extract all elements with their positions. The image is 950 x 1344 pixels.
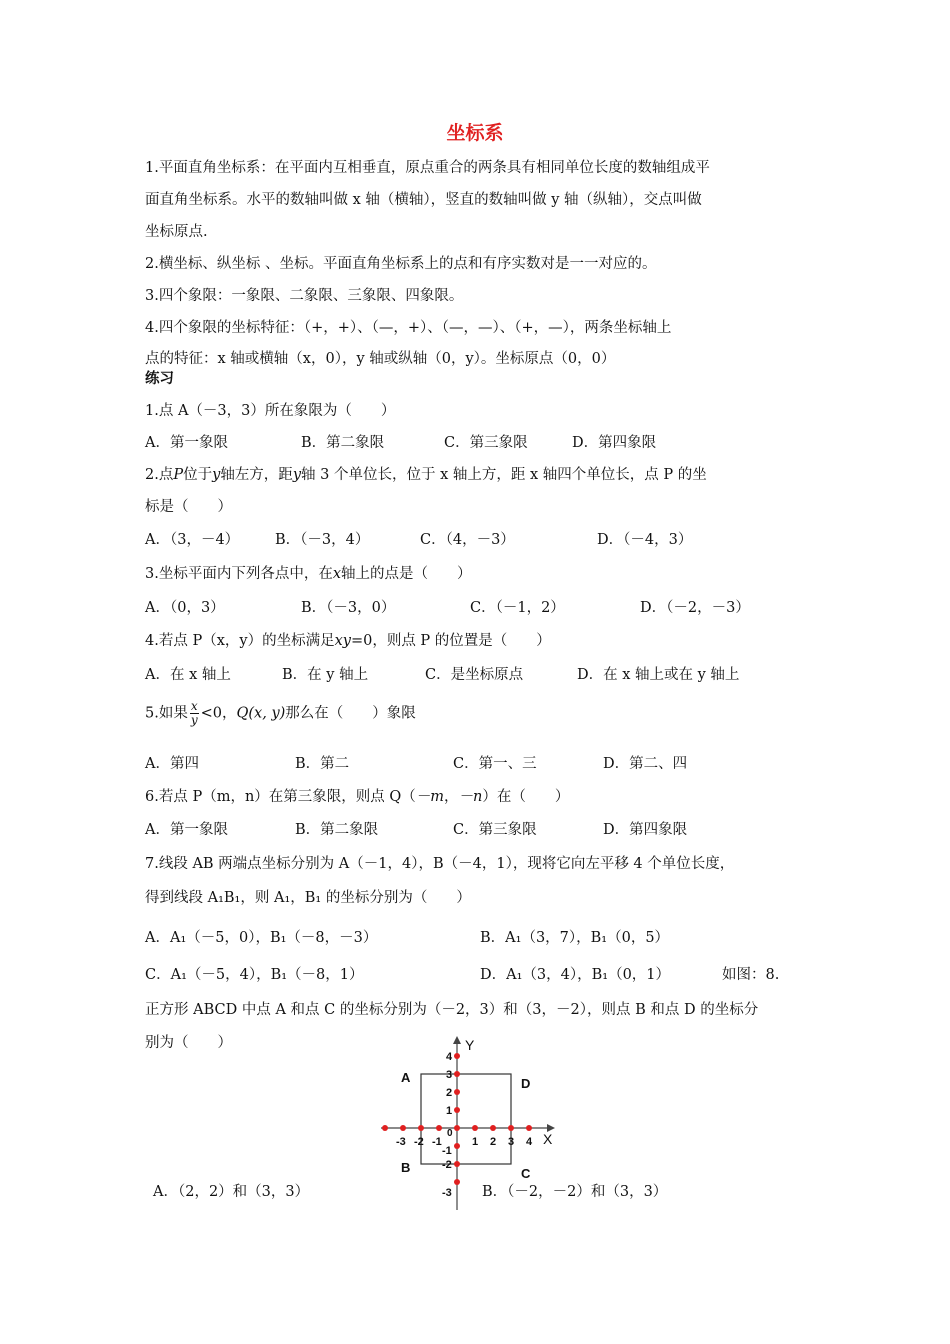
y-axis-dot	[454, 1053, 460, 1059]
x-axis-dot	[508, 1125, 514, 1131]
q2-stem-line1	[145, 463, 707, 484]
q3-var-x: x	[332, 566, 342, 582]
y-axis-arrow	[453, 1036, 461, 1044]
y-tick-label: -3	[442, 1187, 452, 1199]
q3-stem	[145, 562, 472, 583]
q4-stem-b: =0，则点 P 的位置是（ ）	[350, 633, 551, 649]
vertex-c-label: C	[521, 1166, 531, 1181]
q5-stem-a: 5.如果	[145, 705, 188, 722]
y-tick-label: 2	[446, 1087, 453, 1099]
q5-option-c: C．第一、三	[453, 756, 537, 772]
y-tick-label: 4	[446, 1051, 453, 1063]
q5-fraction-numerator: x	[190, 699, 198, 713]
q4-stem-a: 4.若点 P（x，y）的坐标满足	[145, 633, 335, 649]
x-tick-label: -2	[414, 1136, 424, 1148]
q6-option-a: A．第一象限	[145, 822, 228, 838]
x-axis-name: X	[543, 1131, 553, 1147]
q1-option-d: D．第四象限	[572, 435, 657, 451]
q1-stem: 1.点 A（－3，3）所在象限为（ ）	[145, 403, 396, 419]
q6-option-b: B．第二象限	[295, 822, 379, 838]
q6-stem	[145, 785, 569, 806]
q6-stem-a: 6.若点 P（m，n）在第三象限，则点 Q（	[145, 789, 416, 805]
practice-heading: 练习	[145, 370, 174, 387]
y-axis-dot	[454, 1107, 460, 1113]
y-axis-dot	[454, 1089, 460, 1095]
q2-var-p: P	[173, 467, 184, 483]
q2-option-a: A．（3，－4）	[145, 532, 240, 548]
square-abcd	[421, 1074, 511, 1164]
intro-p2: 2.横坐标、纵坐标 、坐标。平面直角坐标系上的点和有序实数对是一一对应的。	[145, 256, 657, 272]
q2-stem-c: 轴左方，距	[220, 467, 293, 483]
q4-option-b: B．在 y 轴上	[282, 667, 369, 683]
vertex-b-label: B	[401, 1160, 411, 1175]
q2-stem-d: 轴 3 个单位长，位于 x 轴上方，距 x 轴四个单位长，点 P 的坐	[301, 467, 707, 483]
q5-option-d: D．第二、四	[603, 756, 688, 772]
q5-stem-b: <0，	[200, 705, 237, 722]
q3-option-d: D．（－2，－3）	[640, 600, 750, 616]
x-axis-dot	[418, 1125, 424, 1131]
q6-var-m: －m	[415, 789, 445, 805]
q3-option-a: A．（0，3）	[145, 600, 225, 616]
q2-stem-b: 位于	[183, 467, 213, 483]
x-tick-label: -3	[396, 1136, 406, 1148]
q1-option-a: A．第一象限	[145, 435, 228, 451]
origin-label: 0	[447, 1128, 453, 1139]
y-axis-dot	[454, 1179, 460, 1185]
q7-stem-line2: 得到线段 A₁B₁，则 A₁，B₁ 的坐标分别为（ ）	[145, 890, 471, 906]
x-tick-label: 3	[508, 1136, 515, 1148]
intro-p3: 3.四个象限：一象限、二象限、三象限、四象限。	[145, 288, 464, 304]
y-axis-dot	[454, 1143, 460, 1149]
q7-stem-line1: 7.线段 AB 两端点坐标分别为 A（－1，4），B（－4，1），现将它向左平移 4 个单位长度，	[145, 856, 735, 872]
x-axis-dot	[454, 1125, 460, 1131]
q7-option-a: A．A₁（－5，0），B₁（－8，－3）	[145, 930, 378, 946]
q3-option-b: B．（－3，0）	[301, 600, 396, 616]
q3-stem-b: 轴上的点是（ ）	[341, 566, 472, 582]
y-axis-dot	[454, 1071, 460, 1077]
q4-option-a: A．在 x 轴上	[145, 667, 231, 683]
q4-var-xy: xy	[334, 633, 351, 649]
q2-var-y2: y	[292, 467, 302, 483]
q2-option-c: C．（4，－3）	[420, 532, 515, 548]
x-tick-label: 4	[526, 1136, 533, 1148]
q8-stem-line1: 正方形 ABCD 中点 A 和点 C 的坐标分别为（－2，3）和（3，－2），则点 B 和点 D 的坐标分	[145, 1002, 759, 1018]
y-tick-label: 3	[446, 1069, 453, 1081]
y-tick-label: -1	[442, 1145, 452, 1157]
x-axis-dot	[490, 1125, 496, 1131]
y-axis-dot	[454, 1161, 460, 1167]
x-axis-dot	[436, 1125, 442, 1131]
intro-p4-line1: 4.四个象限的坐标特征：（+，+）、（—，+）、（—，—）、（+，—），两条坐标轴上	[145, 320, 672, 336]
q7-option-d: D．A₁（3，4），B₁（0，1）	[480, 967, 671, 983]
q5-fraction	[190, 700, 199, 727]
q5-stem	[145, 700, 416, 727]
x-tick-label: -1	[432, 1136, 442, 1148]
x-axis-dot	[382, 1125, 388, 1131]
q2-option-d: D．（－4，3）	[597, 532, 693, 548]
q5-point-q: Q(x, y)	[236, 705, 286, 722]
q4-option-c: C．是坐标原点	[425, 667, 524, 683]
q8-option-b: B．（－2，－2）和（3，3）	[482, 1184, 668, 1200]
q4-option-d: D．在 x 轴上或在 y 轴上	[577, 667, 740, 683]
q7-tail: 如图：8.	[722, 967, 780, 983]
x-tick-label: 1	[472, 1136, 479, 1148]
q4-stem	[145, 629, 551, 650]
page-title: 坐标系	[446, 122, 504, 144]
y-axis-name: Y	[465, 1037, 475, 1053]
q7-option-c: C．A₁（－5，4），B₁（－8，1）	[145, 967, 364, 983]
q1-option-b: B．第二象限	[301, 435, 385, 451]
q6-option-c: C．第三象限	[453, 822, 537, 838]
q6-comma: ，	[444, 789, 459, 805]
q5-option-a: A．第四	[145, 756, 199, 772]
x-tick-label: 2	[490, 1136, 497, 1148]
q2-option-b: B．（－3，4）	[275, 532, 370, 548]
q1-option-c: C．第三象限	[444, 435, 528, 451]
q6-option-d: D．第四象限	[603, 822, 688, 838]
x-axis-dot	[400, 1125, 406, 1131]
q5-fraction-denominator: y	[190, 713, 198, 727]
q2-var-y1: y	[212, 467, 221, 483]
q8-option-a: A．（2，2）和（3，3）	[153, 1184, 310, 1200]
intro-p1-line1: 1.平面直角坐标系：在平面内互相垂直，原点重合的两条具有相同单位长度的数轴组成平	[145, 160, 710, 176]
intro-p4-line2: 点的特征：x 轴或横轴（x，0），y 轴或纵轴（0，y）。坐标原点（0，0）	[145, 351, 616, 367]
q5-option-b: B．第二	[295, 756, 350, 772]
q3-stem-a: 3.坐标平面内下列各点中，在	[145, 566, 333, 582]
intro-p1-line3: 坐标原点.	[145, 224, 208, 240]
y-tick-label: -2	[442, 1159, 452, 1171]
q6-stem-b: ）在（ ）	[482, 789, 570, 805]
vertex-a-label: A	[401, 1070, 411, 1085]
intro-p1-line2: 面直角坐标系。水平的数轴叫做 x 轴（横轴），竖直的数轴叫做 y 轴（纵轴），交点叫做	[145, 192, 702, 208]
q2-stem-a: 2.点	[145, 467, 174, 483]
q7-option-b: B．A₁（3，7），B₁（0，5）	[480, 930, 670, 946]
q3-option-c: C．（－1，2）	[470, 600, 565, 616]
vertex-d-label: D	[521, 1076, 531, 1091]
q5-stem-c: 那么在（ ）象限	[285, 705, 416, 722]
q6-var-n: －n	[458, 789, 483, 805]
q2-stem-line2: 标是（ ）	[145, 499, 232, 515]
q8-stem-line2: 别为（ ）	[145, 1035, 232, 1051]
x-axis-dot	[526, 1125, 532, 1131]
x-axis-dot	[472, 1125, 478, 1131]
y-tick-label: 1	[446, 1105, 453, 1117]
